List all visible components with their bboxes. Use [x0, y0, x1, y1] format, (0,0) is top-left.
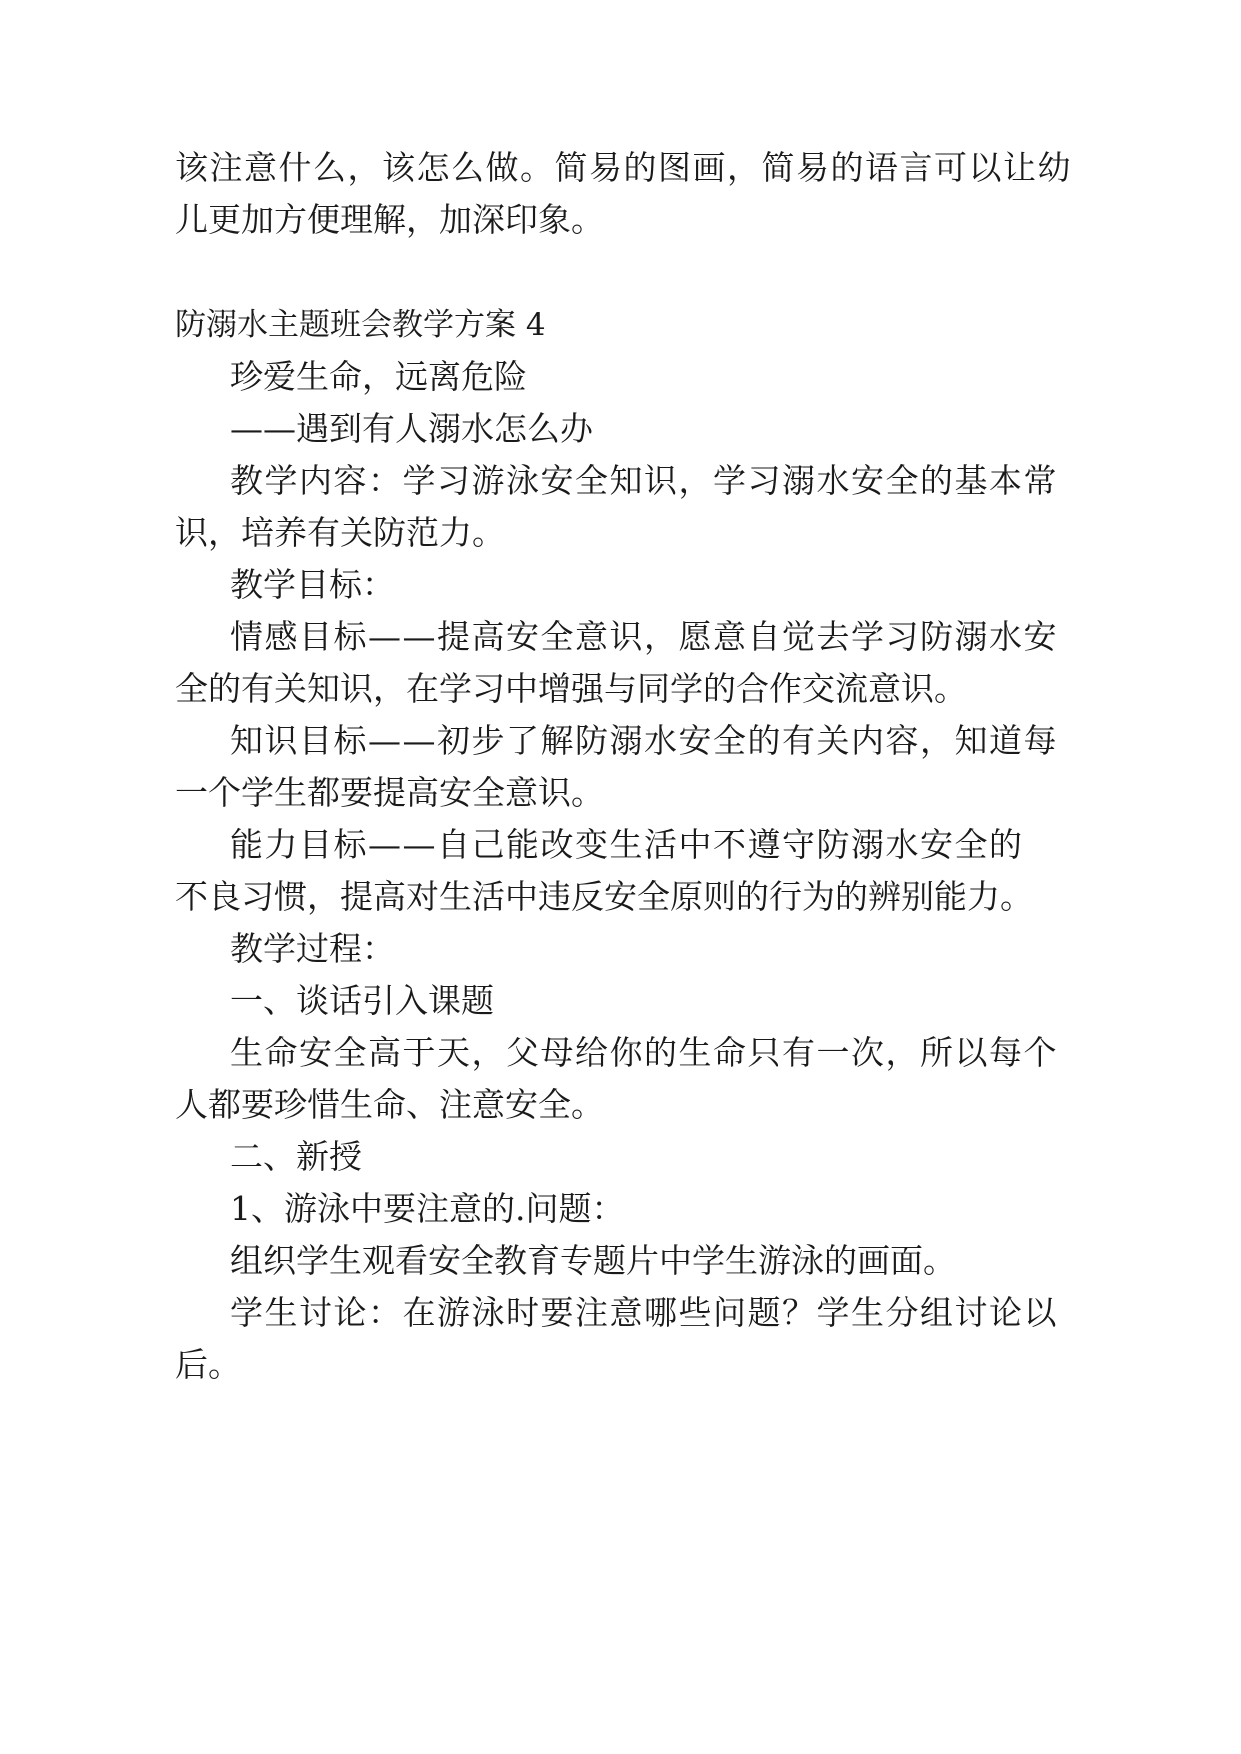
step-two-heading: 二、新授 — [230, 1137, 362, 1176]
discussion-line-2: 后。 — [175, 1345, 241, 1384]
teaching-goals-heading: 教学目标： — [230, 565, 395, 604]
knowledge-goal-line-2: 一个学生都要提高安全意识。 — [175, 773, 604, 812]
emotional-goal-line-1: 情感目标——提高安全意识，愿意自觉去学习防溺水安 — [230, 617, 1058, 656]
step-one-text-line-1: 生命安全高于天，父母给你的生命只有一次，所以每个 — [230, 1033, 1058, 1072]
knowledge-goal-line-1: 知识目标——初步了解防溺水安全的有关内容，知道每 — [230, 721, 1058, 760]
process-heading: 教学过程： — [230, 929, 395, 968]
step-one-text-line-2: 人都要珍惜生命、注意安全。 — [175, 1085, 604, 1124]
ability-goal-line-1: 能力目标——自己能改变生活中不遵守防溺水安全的 — [230, 825, 1024, 864]
intro-line-1: 该注意什么，该怎么做。简易的图画，简易的语言可以让幼 — [175, 148, 1072, 187]
discussion-line-1: 学生讨论：在游泳时要注意哪些问题？学生分组讨论以 — [230, 1293, 1058, 1332]
point-one-text: 组织学生观看安全教育专题片中学生游泳的画面。 — [230, 1241, 956, 1280]
ability-goal-line-2: 不良习惯，提高对生活中违反安全原则的行为的辨别能力。 — [175, 877, 1033, 916]
emotional-goal-line-2: 全的有关知识，在学习中增强与同学的合作交流意识。 — [175, 669, 967, 708]
intro-line-2: 儿更加方便理解，加深印象。 — [175, 200, 604, 239]
point-one-heading: 1、游泳中要注意的.问题： — [230, 1189, 625, 1228]
document-subtitle: ——遇到有人溺水怎么办 — [230, 409, 593, 448]
section-heading: 防溺水主题班会教学方案 4 — [175, 307, 546, 343]
teaching-content-line-1: 教学内容：学习游泳安全知识，学习溺水安全的基本常 — [230, 461, 1058, 500]
step-one-heading: 一、谈话引入课题 — [230, 981, 494, 1020]
teaching-content-line-2: 识，培养有关防范力。 — [175, 513, 505, 552]
document-title: 珍爱生命，远离危险 — [230, 357, 527, 396]
